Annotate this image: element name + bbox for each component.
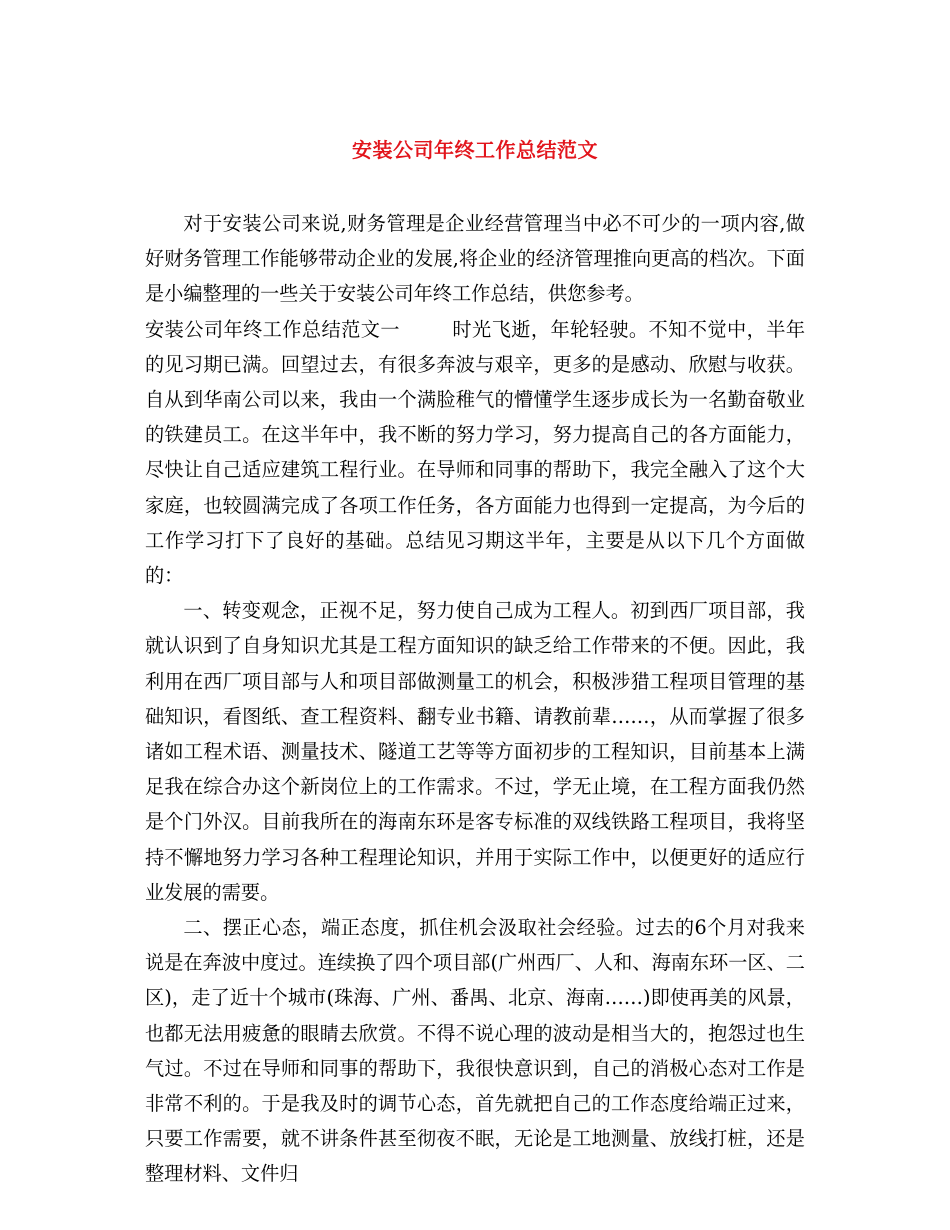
section-body: 时光飞逝，年轮轻驶。不知不觉中，半年的见习期已满。回望过去，有很多奔波与艰辛，更多的是感动、欣慰与收获。自从到华南公司以来，我由一个满脸稚气的懵懂学生逐步成长为一名勤奋敬业的铁建员工。在这半年中，我不断的努力学习，努力提高自己的各方面能力，尽快让自己适应建筑工程行业。在导师和同事的帮助下，我完全融入了这个大家庭，也较圆满完成了各项工作任务，各方面能力也得到一定提高，为今后的工作学习打下了良好的基础。总结见习期这半年，主要是从以下几个方面做的： <box>145 317 806 588</box>
page-title: 安装公司年终工作总结范文 <box>352 138 598 162</box>
section-heading: 安装公司年终工作总结范文一 <box>145 317 400 341</box>
point-one-paragraph: 一、转变观念，正视不足，努力使自己成为工程人。初到西厂项目部，我就认识到了自身知识尤其是工程方面知识的缺乏给工作带来的不便。因此，我利用在西厂项目部与人和项目部做测量工的机会，积极涉猎工程项目管理的基础知识，看图纸、查工程资料、翻专业书籍、请教前辈……，从而掌握了很多诸如工程术语、测量技术、隧道工艺等等方面初步的工程知识，目前基本上满足我在综合办这个新岗位上的工作需求。不过，学无止境，在工程方面我仍然是个门外汉。目前我所在的海南东环是客专标准的双线铁路工程项目，我将坚持不懈地努力学习各种工程理论知识，并用于实际工作中，以便更好的适应行业发展的需要。 <box>145 599 805 904</box>
document-body <box>145 206 805 1192</box>
intro-paragraph: 对于安装公司来说,财务管理是企业经营管理当中必不可少的一项内容,做好财务管理工作能够带动企业的发展,将企业的经济管理推向更高的档次。下面是小编整理的一些关于安装公司年终工作总结，供您参考。 <box>145 212 805 306</box>
point-two-paragraph: 二、摆正心态，端正态度，抓住机会汲取社会经验。过去的6个月对我来说是在奔波中度过。连续换了四个项目部(广州西厂、人和、海南东环一区、二区)，走了近十个城市(珠海、广州、番禺、北京、海南……)即使再美的风景，也都无法用疲惫的眼睛去欣赏。不得不说心理的波动是相当大的，抱怨过也生气过。不过在导师和同事的帮助下，我很快意识到，自己的消极心态对工作是非常不利的。于是我及时的调节心态，首先就把自己的工作态度给端正过来，只要工作需要，就不讲条件甚至彻夜不眠，无论是工地测量、放线打桩，还是整理材料、文件归 <box>145 916 805 1186</box>
section-paragraph <box>145 312 805 594</box>
